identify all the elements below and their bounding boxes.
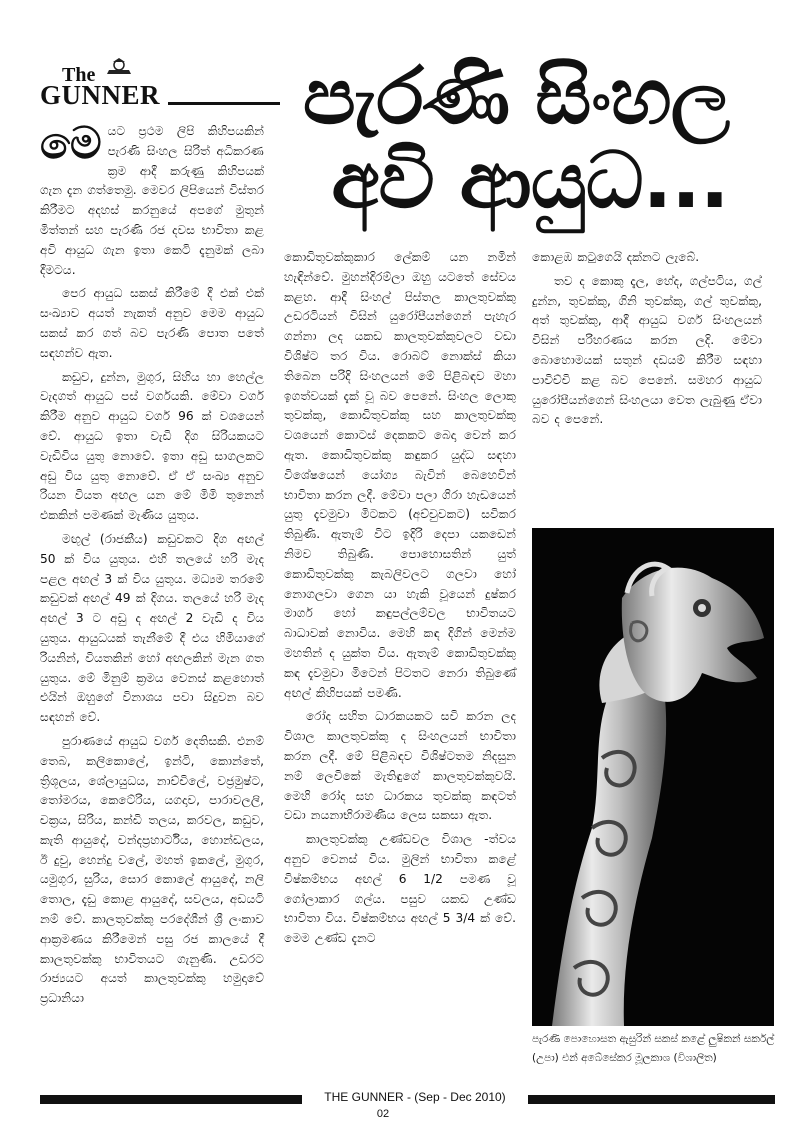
- paragraph-intro: [40, 118, 264, 280]
- paragraph: කොළඹ කටුගෙයි දක්නට ලැබේ.: [532, 250, 700, 264]
- photo-caption: පැරණි පොහොසත ඇසුරින් සකස් කළේ ලුෂිකන් සර්කල් (උපා) එන් අබේසේකර මූලකාශ (විශාලිත): [532, 1033, 775, 1064]
- drop-cap: මෙ: [40, 118, 102, 169]
- crest-icon: [104, 58, 134, 80]
- footer-text: THE GUNNER - (Sep - Dec 2010): [324, 1090, 506, 1104]
- logo-name: GUNNER: [40, 80, 161, 110]
- footer-bar-right: [528, 1095, 775, 1104]
- page-title-line1: පැරණි සිංහල: [302, 52, 730, 142]
- paragraph: කාලතුවක්කු උණ්ඩවල විශාල -ත්වය අනුව වෙනස් විය. මුලින් භාවිතා කළේ විෂ්කම්භය අඟල් 6 1/2 පමණ වූ ගෝලාකාර ගල්ය. පසුව යකඩ උණ්ඩ භාවිතා විය. විෂ්කම්භය අඟල් 5 3/4 ක් වේ. මෙම උණ්ඩ දැනට: [284, 832, 516, 946]
- column-1: [40, 118, 264, 1006]
- paragraph-text: යට ප්‍රථම ලිපි කිහිපයකින් පැරණි සිංහල සිරිත් අධිකරණ ක්‍රම ආදී කරුණු කිහිපයක් ගැන දැන ගත්තෙමු. මෙවර ලිපියෙන් විස්තර කිරීමට අදහස් කරනුයේ අපගේ මුතුන් මිත්තන් සහ පැරණි රජ දවස භාවිතා කළ අවි ආයුධ ගැන ඉතා කෙටි දැනුමක් ලබා දීමටය.: [40, 124, 264, 277]
- paragraph: කඩුව, දුන්න, මුගුර, සිහිය හා හෙල්ල වැදගත් ආයුධ පස් වර්ගයකි. මේවා වර්ග කිරීම අනුව ආයුධ වර්ග 96 ක් වශයෙන් වේ. ආයුධ ඉතා වැඩි දිග සිරියකයට වැඩිවිය යුතු නොවේ. ඉතා අඩු සාගලකට අඩු විය යුතු නොවේ. ඒ ඒ සංඛ්‍ය අනුව රියන වියත අඟල යන මේ මිමි තුනෙන් එකකින් පමණක් මැණිය යුතුය.: [40, 369, 264, 523]
- paragraph: තව ද කොකු දැල, හේද, ගල්පටිය, ගල් දුන්න, තුවක්කු, ගිනි තුවක්කු, ගල් තුවක්කු, අත් තුවක්කු, ආදී ආයුධ වර්ග සිංහලයන් විසින් පරිහරණය කරන ලදි. මේවා බොහොමයක් සතුන් දඩයම් කිරීම සඳහා පාවිච්චි කළ බව පෙනේ. සමහර ආයුධ යුරෝපීයන්ගෙන් සිංහලයා වෙත ලැබුණු ඒවා බව ද පෙනේ.: [532, 273, 762, 427]
- footer-bar-left: [40, 1095, 302, 1104]
- paragraph: මඟුල් (රාජකීය) කඩුවකට දිග අඟල් 50 ක් විය යුතුය. එහි තලයේ හරි මැද පළල අඟල් 3 ක් විය යුතුය. මධ්‍යම තරමේ කඩුවක් අඟල් 49 ක් දිගය. තලයේ හරි මැද අඟල් 3 ට අඩු ද අඟල් 2 වැඩි ද විය යුතුය. ආයුධයක් තැනීමේ දී එය හිමියාගේ රියනින්, වියතකින් හෝ අඟලකින් මැන ගත යුතුය. මේ මිනුම් ක්‍රමය වෙනස් කළහොත් එයින් ඔහුගේ විනාශය පවා සිදුවන බව සඳහන් වේ.: [40, 531, 264, 725]
- paragraph: පුරාණයේ ආයුධ වර්ග දෙතිසකි. එනම් තෙබ, කලිකොලේ, ඉන්ටි, කොන්තේ, ත්‍රිශූලය, ශේලායුධය, නාච්චිලේ, වජ්‍රමුෂ්ට, තෝමරය, කෙටේරිය, යගදාව, පාරාවලලි, චක්‍රය, සිරිය, කන්ඩි තලය, කරවල, කඩුව, කැති ආයුදේ, චන්දප්‍රහාර්ටිය, හොන්ඩලය, ඊ දුවු, හෙන්දු වලේ, මහත් ඉකලේ, මුගුර, යමුගුර, සුරිය, සොර කොලේ ආයුදේ, නලි තොල, දැඩු කොළ ආයුදේ, සවලය, අඩයටි නම් වේ. කාලතුවක්කු පරදේශීන් ශ්‍රී ලංකාව ආක්‍රමණය කිරීමෙන් පසු රජ කාලයේ දී කාලතුවක්කු භාවිතයට ගැනුණි. උඩරට රාජ්‍යයට අයත් කාලතුවක්කු හමුදාවේ ප්‍රධානියා: [40, 733, 264, 1006]
- page-title-line2: අවි ආයුධ...: [331, 136, 729, 226]
- cannon-dragon-head-photo: [532, 528, 774, 1026]
- paragraph: කොඩිතුවක්කුකාර ලේකම් යන නමින් හැඳින්වේ. මුහන්දිරම්ලා ඔහු යටතේ සේවය කළහ. ආදී සිංහල් පිස්තල කාලතුවක්කු උඩරටියන් විසින් යුරෝපීයන්ගෙන් පැහැර ගන්නා ලද යකඩ කාලතුවක්කුවලට වඩා විශිෂ්ට තර විය. රොබට් නොක්ස් කියා තිබෙන පරිදි සිංහලයන් මේ පිළිබඳව මහා ඉගත්වයක් දැක් වූ බව පෙනේ. සිංහල ලොකු තුවක්කු, කොඩිතුවක්කු සහ කාලතුවක්කු වශයෙන් කොටස් දෙකකට බෙදා වෙන් කර ඇත. කොඩිතුවක්කු කඳුකර යුද්ධ සඳහා විශේෂයෙන් යෝග්‍ය බැවින් බෙහෙවින් භාවිතා කරන ලදී. මේවා පලා ගිරා හැඩයෙන් යුතු දැවමුවා මිටකට (අච්චුවකට) සවිකර තිබුණි. ඇතැම් විට ඉදිරි දෙපා යකඩෙන් නිමව තිබුණි. පොහොසතින් යුත් කොඩිතුවක්කු කැබලිවලට ගලවා හෝ නොගලවා ගෙන යා හැකි වූයෙන් දුෂ්කර මාර්ග හෝ කඳුපල්ලම්වල භාවිතයට බාධාවක් නොවිය. මෙහි කඳ දිගින් මෙන්ම මහතින් ද යුක්ත විය. ඇතැම් කොඩිතුවක්කු කඳ දැවමුවා මිටෙන් පිටතට නෙරා තිබුණේ අඟල් කිහිපයක් පමණි.: [284, 250, 516, 700]
- gunner-logo: [40, 58, 168, 114]
- logo-the: The: [62, 64, 96, 86]
- paragraph: රෝද සහිත ධාරකයකට සවි කරන ලද විශාල කාලතුවක්කු ද සිංහලයන් භාවිතා කරන ලදී. මේ පිළිබඳව විශිෂ්ටතම නිදසුන නම් ලෙවිකේ මැතිඳුගේ කාලතුවක්කුවයි. මෙහි රෝද සහ ධාරකය තුවක්කු කඳටත් වඩා නයනාභිරාමණීය ලෙස සකසා ඇත.: [284, 709, 516, 823]
- page-number: 02: [376, 1108, 390, 1120]
- column-3: [532, 248, 762, 434]
- page-footer: [40, 1090, 775, 1104]
- column-2: [284, 248, 516, 953]
- paragraph: පෙර ආයුධ සකස් කිරීමේ දී එක් එක් සංඛ්‍යාව අයත් නැකත් අනුව මෙම ආයුධ සකස් කර ගත් බව පැරණි පොත පතේ සඳහන්ව ඇත.: [40, 286, 264, 360]
